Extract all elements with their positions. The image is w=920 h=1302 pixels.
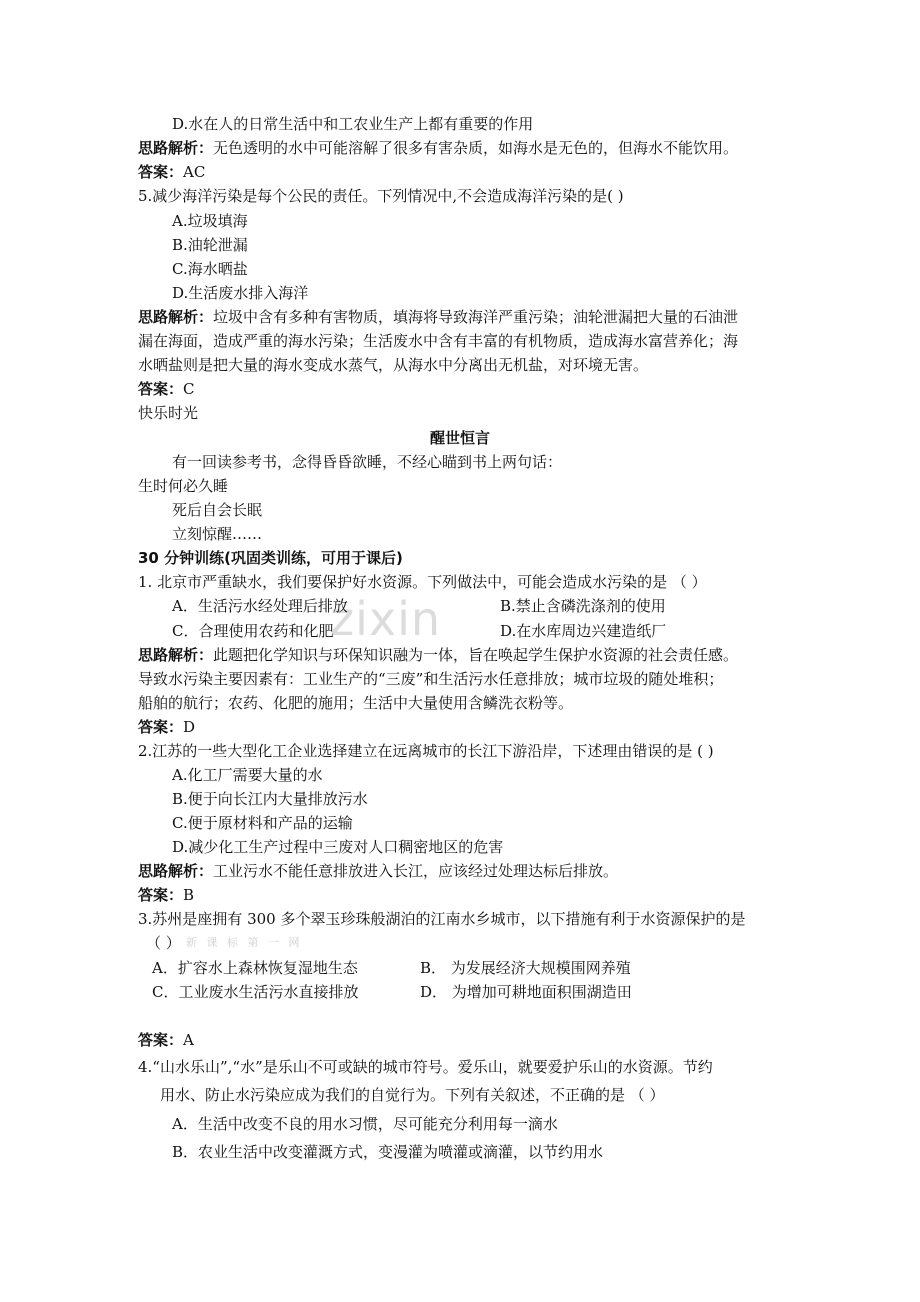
answer-line [138,161,205,183]
q1-option-c: C．合理使用农药和化肥 [172,622,334,640]
analysis-label: 思路解析： [138,139,214,157]
joke-line-1: 有一回读参考书，念得昏昏欲睡，不经心瞄到书上两句话： [172,453,563,471]
analysis-paragraph [138,137,738,159]
q1-analysis-line-2: 导致水污染主要因素有：工业生产的“三废”和生活污水任意排放；城市垃圾的随处堆积； [138,670,724,688]
q2-analysis-line [138,860,618,882]
q2-option-c: C.便于原材料和产品的运输 [172,814,353,832]
section-title: 30 分钟训练(巩固类训练，可用于课后) [138,549,403,567]
q2-option-b: B.便于向长江内大量排放污水 [172,790,368,808]
analysis-text: 此题把化学知识与环保知识融为一体，旨在唤起学生保护水资源的社会责任感。 [213,646,739,664]
q2-option-a: A.化工厂需要大量的水 [172,766,323,784]
joke-line-2: 生时何必久睡 [138,477,229,495]
analysis-text: 工业污水不能任意排放进入长江，应该经过处理达标后排放。 [213,862,619,880]
analysis-label: 思路解析： [138,646,214,664]
question-5-stem: 5.减少海洋污染是每个公民的责任。下列情况中,不会造成海洋污染的是( ) [138,187,624,205]
q5-analysis-line-2: 漏在海面，造成严重的海水污染；生活废水中含有丰富的有机物质，造成海水富营养化；海 [138,332,739,350]
question-3-stem-line-2: （ ） [146,934,181,952]
q1-option-d: D.在水库周边兴建造纸厂 [500,622,667,640]
q3-option-a: A．扩容水上森林恢复湿地生态 [152,959,358,977]
answer-value: A [183,1031,194,1049]
answer-label: 答案： [138,718,184,736]
answer-label: 答案： [138,163,184,181]
option-d: D.水在人的日常生活中和工农业生产上都有重要的作用 [172,115,534,133]
q5-answer-line [138,378,195,400]
q2-option-d: D.减少化工生产过程中三废对人口稠密地区的危害 [172,838,504,856]
q5-option-a: A.垃圾填海 [172,212,248,230]
q1-analysis-line-3: 船舶的航行；农药、化肥的施用；生活中大量使用含鳞洗衣粉等。 [138,694,574,712]
q1-answer-line [138,716,195,738]
q3-option-b: B． 为发展经济大规模围网养殖 [420,959,631,977]
answer-label: 答案： [138,1031,184,1049]
q1-option-a: A．生活污水经处理后排放 [172,597,348,615]
q3-option-d: D． 为增加可耕地面积围湖造田 [420,983,632,1001]
analysis-label: 思路解析： [138,862,214,880]
watermark: zixin [330,592,442,646]
q4-option-b: B．农业生活中改变灌溉方式，变漫灌为喷灌或滴灌，以节约用水 [172,1143,604,1161]
question-2-stem: 2.江苏的一些大型化工企业选择建立在远离城市的长江下游沿岸，下述理由错误的是 ( ) [138,742,714,760]
happy-time-heading: 快乐时光 [138,404,199,422]
answer-value: B [183,886,195,904]
faint-overlay-text: 新 课 标 第 一 网 [186,936,303,949]
q2-answer-line [138,884,194,906]
q3-option-c: C．工业废水生活污水直接排放 [152,983,359,1001]
q1-analysis-line-1 [138,644,738,666]
q1-option-b: B.禁止含磷洗涤剂的使用 [500,597,666,615]
question-4-stem-line-2: 用水、防止水污染应成为我们的自觉行为。下列有关叙述，不正确的是 （ ） [160,1086,665,1104]
analysis-text: 无色透明的水中可能溶解了很多有害杂质，如海水是无色的，但海水不能饮用。 [213,139,739,157]
question-1-stem: 1. 北京市严重缺水，我们要保护好水资源。下列做法中，可能会造成水污染的是 （ ） [138,573,707,591]
q4-option-a: A．生活中改变不良的用水习惯，尽可能充分利用每一滴水 [172,1115,558,1133]
analysis-text: 垃圾中含有多种有害物质，填海将导致海洋严重污染；油轮泄漏把大量的石油泄 [213,308,739,326]
answer-value: C [183,380,195,398]
analysis-label: 思路解析： [138,308,214,326]
question-3-stem-line-1: 3.苏州是座拥有 300 多个翠玉珍珠般湖泊的江南水乡城市，以下措施有利于水资源保护的是 [138,910,746,928]
q5-option-b: B.油轮泄漏 [172,236,248,254]
answer-value: AC [183,163,206,181]
q5-option-c: C.海水晒盐 [172,260,248,278]
joke-line-4: 立刻惊醒…… [172,525,263,543]
answer-value: D [183,718,196,736]
answer-label: 答案： [138,380,184,398]
q5-option-d: D.生活废水排入海洋 [172,284,309,302]
joke-title: 醒世恒言 [429,429,490,447]
q3-answer-line [138,1029,194,1051]
q5-analysis-line-3: 水晒盐则是把大量的海水变成水蒸气，从海水中分离出无机盐，对环境无害。 [138,356,649,374]
question-4-stem-line-1: 4.“山水乐山”,“水”是乐山不可或缺的城市符号。爱乐山，就要爱护乐山的水资源。节约 [138,1058,713,1076]
joke-line-3: 死后自会长眠 [172,501,263,519]
answer-label: 答案： [138,886,184,904]
q5-analysis-line-1 [138,306,738,328]
